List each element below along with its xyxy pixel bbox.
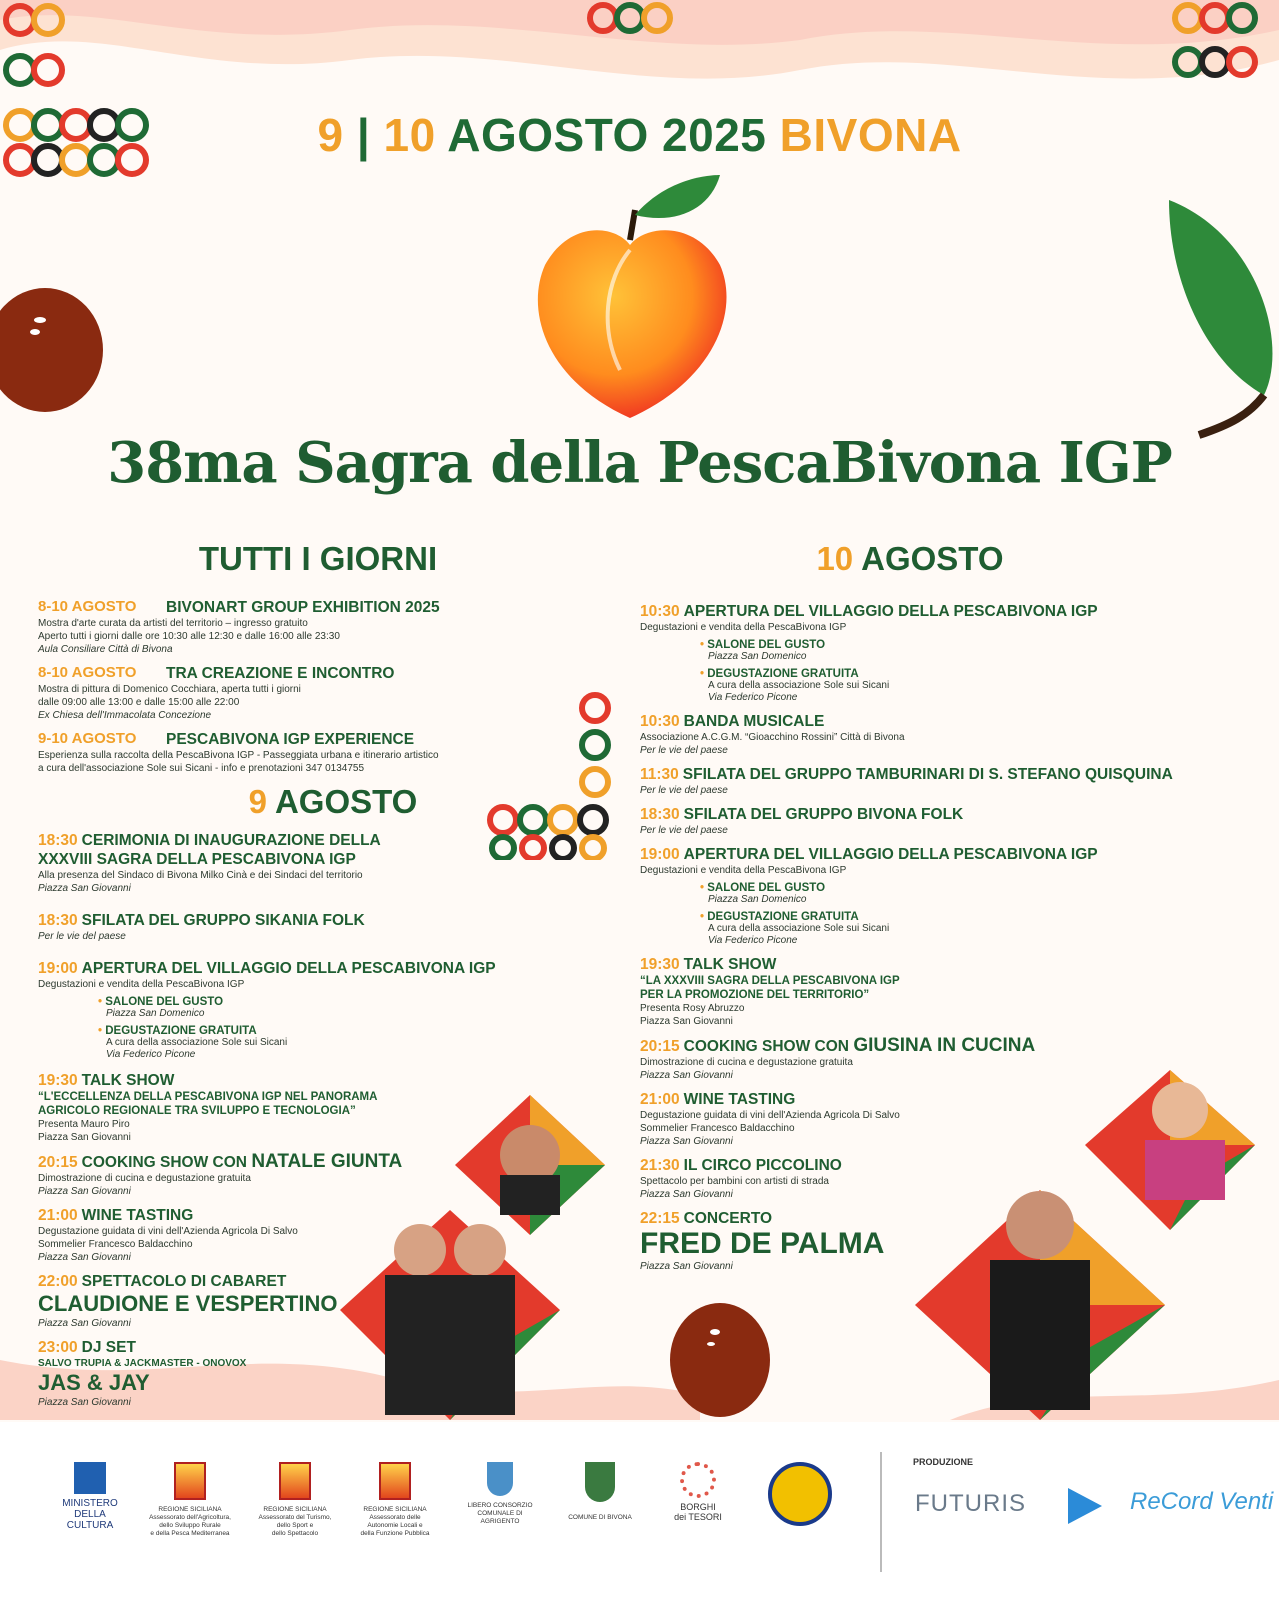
event-bivona-folk [640, 805, 1260, 837]
event-time: 19:30 [640, 956, 680, 973]
crest-icon [487, 1462, 513, 1496]
event-title: COOKING SHOW CON [683, 1038, 849, 1055]
sub-event-place: Via Federico Picone [106, 1049, 196, 1060]
event-time: 22:15 [640, 1210, 680, 1227]
event-title: APERTURA DEL VILLAGGIO DELLA PESCABIVONA IGP [683, 846, 1098, 863]
logo-regione-turismo [250, 1462, 340, 1538]
logo-text: della Funzione Pubblica [360, 1530, 430, 1537]
section-9-agosto [38, 783, 628, 821]
event-title: SPETTACOLO DI CABARET [81, 1273, 287, 1290]
sub-event-desc: A cura della associazione Sole sui Sicani [708, 680, 890, 691]
mic-icon [74, 1462, 106, 1494]
event-host: Presenta Mauro Piro [38, 1119, 130, 1130]
event-sommelier: Sommelier Francesco Baldacchino [640, 1123, 795, 1134]
event-desc: Mostra d'arte curata da artisti del territorio – ingresso gratuito [38, 618, 308, 629]
leaf-icon [1169, 195, 1279, 455]
logo-text: Assessorato del Turismo, [258, 1514, 332, 1521]
event-time: 18:30 [38, 912, 78, 929]
talk-topic-2: PER LA PROMOZIONE DEL TERRITORIO” [640, 989, 870, 1001]
footer-divider [880, 1452, 882, 1572]
event-place: Piazza San Giovanni [640, 1189, 733, 1200]
all-days-event-1 [38, 598, 598, 656]
futuris-logo: FUTURIS [915, 1490, 1026, 1517]
borghi-icon [680, 1462, 716, 1498]
logo-text: REGIONE SICILIANA [363, 1506, 427, 1513]
event-title: CONCERTO [683, 1210, 773, 1227]
talk-topic-1: “L'ECCELLENZA DELLA PESCABIVONA IGP NEL PANORAMA [38, 1091, 378, 1103]
event-desc: Degustazione guidata di vini dell'Azienda Agricola Di Salvo [38, 1226, 298, 1237]
logo-text: e della Pesca Mediterranea [150, 1530, 230, 1537]
section-tutti-giorni: TUTTI I GIORNI [198, 540, 438, 577]
logo-igp-seal [765, 1462, 835, 1526]
logo-text: LIBERO CONSORZIO [467, 1502, 533, 1509]
peach-logo-icon [525, 170, 745, 430]
event-sikania-folk [38, 911, 598, 943]
trinacria-icon [379, 1462, 411, 1500]
crest-icon [585, 1462, 615, 1502]
event-time: 22:00 [38, 1273, 78, 1290]
logo-text: dello Sport e [276, 1522, 314, 1529]
artist-frame-fred-de-palma [905, 1170, 1175, 1420]
logo-text: REGIONE SICILIANA [263, 1506, 327, 1513]
artist-frame-claudione-vespertino [330, 1190, 570, 1420]
event-desc: Dimostrazione di cucina e degustazione gratuita [640, 1057, 853, 1068]
sub-event-place: Via Federico Picone [708, 935, 798, 946]
event-desc: Esperienza sulla raccolta della PescaBivona IGP - Passeggiata urbana e itinerario artistico [38, 750, 439, 761]
header-day2: 10 [383, 109, 436, 161]
event-title: BANDA MUSICALE [683, 713, 825, 730]
page-title: 38ma Sagra della PescaBivona IGP [107, 430, 1172, 496]
day-num: 10 [816, 540, 854, 577]
peach-pit-icon [0, 280, 110, 420]
event-villaggio-morning [640, 602, 1260, 704]
event-time: 11:30 [640, 766, 679, 783]
logo-text: COMUNALE DI [477, 1510, 523, 1517]
sub-event-desc: A cura della associazione Sole sui Sicani [708, 923, 890, 934]
event-desc: Dimostrazione di cucina e degustazione gratuita [38, 1173, 251, 1184]
event-title: CERIMONIA DI INAUGURAZIONE DELLA [81, 832, 381, 849]
header-separator: | [356, 109, 371, 161]
logo-text: Autonomie Locali e [367, 1522, 423, 1529]
event-place: Piazza San Giovanni [38, 883, 131, 894]
event-dates-header [0, 108, 1279, 162]
event-inaugurazione [38, 831, 598, 895]
event-info: a cura dell'associazione Sole sui Sicani - info e prenotazioni 347 0134755 [38, 763, 365, 774]
event-title: TALK SHOW [683, 956, 777, 973]
sub-event-salone [700, 882, 1260, 906]
logo-text: Assessorato dell'Agricoltura, [149, 1514, 231, 1521]
event-name: TRA CREAZIONE E INCONTRO [166, 665, 395, 682]
event-place: Piazza San Giovanni [38, 1252, 131, 1263]
sub-event-salone [98, 996, 598, 1020]
event-villaggio-evening [640, 845, 1260, 947]
event-desc: Mostra di pittura di Domenico Cocchiara, aperta tutti i giorni [38, 684, 301, 695]
event-title: DJ SET [81, 1339, 136, 1356]
day-num: 9 [248, 783, 267, 820]
event-villaggio [38, 959, 598, 1061]
event-hours: Aperto tutti i giorni dalle ore 10:30 alle 12:30 e dalle 16:00 alle 23:30 [38, 631, 340, 642]
date: 9-10 AGOSTO [38, 730, 137, 747]
logo-text: REGIONE SICILIANA [158, 1506, 222, 1513]
event-desc: Alla presenza del Sindaco di Bivona Milko Cinà e dei Sindaci del territorio [38, 870, 363, 881]
sponsors-footer [0, 1422, 1279, 1600]
logo-text: dello Sviluppo Rurale [159, 1522, 221, 1529]
event-host: Presenta Rosy Abruzzo [640, 1003, 745, 1014]
event-title: TALK SHOW [81, 1072, 175, 1089]
event-time: 19:30 [38, 1072, 78, 1089]
sub-event-salone [700, 639, 1260, 663]
event-desc: Spettacolo per bambini con artisti di strada [640, 1176, 829, 1187]
event-title: WINE TASTING [683, 1091, 796, 1108]
event-desc: Degustazioni e vendita della PescaBivona IGP [38, 979, 245, 990]
event-place: Per le vie del paese [640, 785, 728, 796]
event-time: 10:30 [640, 713, 680, 730]
event-title: APERTURA DEL VILLAGGIO DELLA PESCABIVONA IGP [81, 960, 496, 977]
sub-event-title: • DEGUSTAZIONE GRATUITA [700, 668, 1260, 680]
event-guest: CLAUDIONE E VESPERTINO [38, 1291, 338, 1316]
event-guest: JAS & JAY [38, 1370, 150, 1395]
event-desc: Associazione A.C.G.M. “Gioacchino Rossini” Città di Bivona [640, 732, 905, 743]
event-title: WINE TASTING [81, 1207, 194, 1224]
sub-event-degustazione [700, 911, 1260, 947]
logo-text: MINISTERO [62, 1498, 118, 1509]
event-time: 19:00 [640, 846, 680, 863]
event-time: 10:30 [640, 603, 680, 620]
event-djs: SALVO TRUPIA & JACKMASTER - ONOVOX [38, 1358, 247, 1369]
logo-text: CULTURA [66, 1520, 114, 1531]
logo-borghi-tesori [668, 1462, 728, 1522]
sub-event-place: Piazza San Domenico [708, 894, 807, 905]
event-time: 21:00 [38, 1207, 78, 1224]
sub-event-title: • SALONE DEL GUSTO [98, 996, 598, 1008]
event-desc: Degustazione guidata di vini dell'Azienda Agricola Di Salvo [640, 1110, 900, 1121]
knot-pattern-top-center [585, 0, 695, 45]
section-10-agosto [640, 540, 1180, 578]
logo-text: dei TESORI [674, 1512, 722, 1522]
knot-pattern-top-right [1170, 0, 1270, 90]
header-town: BIVONA [779, 109, 962, 161]
header-day1: 9 [317, 109, 344, 161]
logo-regione-autonomie [350, 1462, 440, 1538]
all-days-event-2 [38, 664, 598, 722]
logo-text: AGRIGENTO [480, 1518, 520, 1525]
event-place: Per le vie del paese [38, 931, 126, 942]
logo-text: BORGHI [680, 1502, 716, 1512]
header-month-year: AGOSTO 2025 [447, 109, 767, 161]
event-guest: FRED DE PALMA [640, 1227, 885, 1260]
event-guest: GIUSINA IN CUCINA [853, 1035, 1036, 1056]
sub-event-title: • SALONE DEL GUSTO [700, 639, 1260, 651]
sub-event-place: Via Federico Picone [708, 692, 798, 703]
event-name: PESCABIVONA IGP EXPERIENCE [166, 731, 415, 748]
sub-event-place: Piazza San Domenico [708, 651, 807, 662]
event-place: Piazza San Giovanni [640, 1136, 733, 1147]
talk-topic-1: “LA XXXVIII SAGRA DELLA PESCABIVONA IGP [640, 975, 900, 987]
event-desc: Degustazioni e vendita della PescaBivona IGP [640, 622, 847, 633]
event-place: Piazza San Giovanni [38, 1397, 131, 1408]
event-time: 20:15 [640, 1038, 680, 1055]
event-place: Per le vie del paese [640, 825, 728, 836]
date: 8-10 AGOSTO [38, 598, 137, 615]
sub-event-title: • SALONE DEL GUSTO [700, 882, 1260, 894]
sub-event-degustazione [700, 668, 1260, 704]
event-place: Piazza San Giovanni [640, 1070, 733, 1081]
event-hours: dalle 09:00 alle 13:00 e dalle 15:00 alle 22:00 [38, 697, 240, 708]
day-month: AGOSTO [861, 540, 1004, 577]
event-place: Ex Chiesa dell'Immacolata Concezione [38, 710, 212, 721]
sub-event-place: Piazza San Domenico [106, 1008, 205, 1019]
event-guest: NATALE GIUNTA [251, 1151, 403, 1172]
trinacria-icon [174, 1462, 206, 1500]
event-title: SFILATA DEL GRUPPO BIVONA FOLK [683, 806, 964, 823]
logo-comune-bivona [560, 1462, 640, 1522]
event-time: 21:00 [640, 1091, 680, 1108]
event-place: Piazza San Giovanni [38, 1132, 131, 1143]
event-time: 19:00 [38, 960, 78, 977]
logo-text: DELLA [74, 1509, 106, 1520]
event-time: 21:30 [640, 1157, 680, 1174]
sub-event-degustazione [98, 1025, 598, 1061]
logo-libero-consorzio [460, 1462, 540, 1526]
record-play-icon [1068, 1488, 1104, 1524]
event-title-line2: XXXVIII SAGRA DELLA PESCABIVONA IGP [38, 851, 356, 868]
igp-seal-icon [768, 1462, 832, 1526]
event-place: Piazza San Giovanni [640, 1261, 733, 1272]
logo-text: Assessorato delle [369, 1514, 421, 1521]
logo-text: COMUNE DI BIVONA [568, 1514, 632, 1521]
production-label: PRODUZIONE [913, 1457, 974, 1467]
logo-regione-agricoltura [145, 1462, 235, 1538]
trinacria-icon [279, 1462, 311, 1500]
logo-ministero-cultura [50, 1462, 130, 1531]
event-place: Piazza San Giovanni [38, 1318, 131, 1329]
event-desc: Degustazioni e vendita della PescaBivona IGP [640, 865, 847, 876]
sub-event-desc: A cura della associazione Sole sui Sicani [106, 1037, 288, 1048]
day-month: AGOSTO [274, 783, 418, 820]
event-place: Per le vie del paese [640, 745, 728, 756]
logo-text: dello Spettacolo [271, 1530, 319, 1537]
event-title: APERTURA DEL VILLAGGIO DELLA PESCABIVONA IGP [683, 603, 1098, 620]
event-title: COOKING SHOW CON [81, 1154, 247, 1171]
sub-event-title: • DEGUSTAZIONE GRATUITA [700, 911, 1260, 923]
sub-event-title: • DEGUSTAZIONE GRATUITA [98, 1025, 598, 1037]
date: 8-10 AGOSTO [38, 664, 137, 681]
event-title: SFILATA DEL GRUPPO SIKANIA FOLK [81, 912, 365, 929]
peach-pit-bottom-icon [665, 1300, 775, 1420]
event-title: SFILATA DEL GRUPPO TAMBURINARI DI S. STEFANO QUISQUINA [682, 766, 1173, 783]
event-time: 18:30 [640, 806, 680, 823]
event-time: 20:15 [38, 1154, 78, 1171]
event-place: Aula Consiliare Città di Bivona [38, 644, 173, 655]
event-place: Piazza San Giovanni [38, 1186, 131, 1197]
all-days-event-3 [38, 730, 598, 775]
event-time: 23:00 [38, 1339, 78, 1356]
event-talk-show [640, 955, 1260, 1028]
event-banda [640, 712, 1260, 757]
event-tamburinari [640, 765, 1260, 797]
event-time: 18:30 [38, 832, 78, 849]
event-sommelier: Sommelier Francesco Baldacchino [38, 1239, 193, 1250]
talk-topic-2: AGRICOLO REGIONALE TRA SVILUPPO E TECNOLOGIA” [38, 1105, 356, 1117]
record-venti-logo: ReCord Venti [1130, 1488, 1274, 1515]
event-name: BIVONART GROUP EXHIBITION 2025 [166, 599, 440, 616]
event-place: Piazza San Giovanni [640, 1016, 733, 1027]
event-title: IL CIRCO PICCOLINO [683, 1157, 842, 1174]
